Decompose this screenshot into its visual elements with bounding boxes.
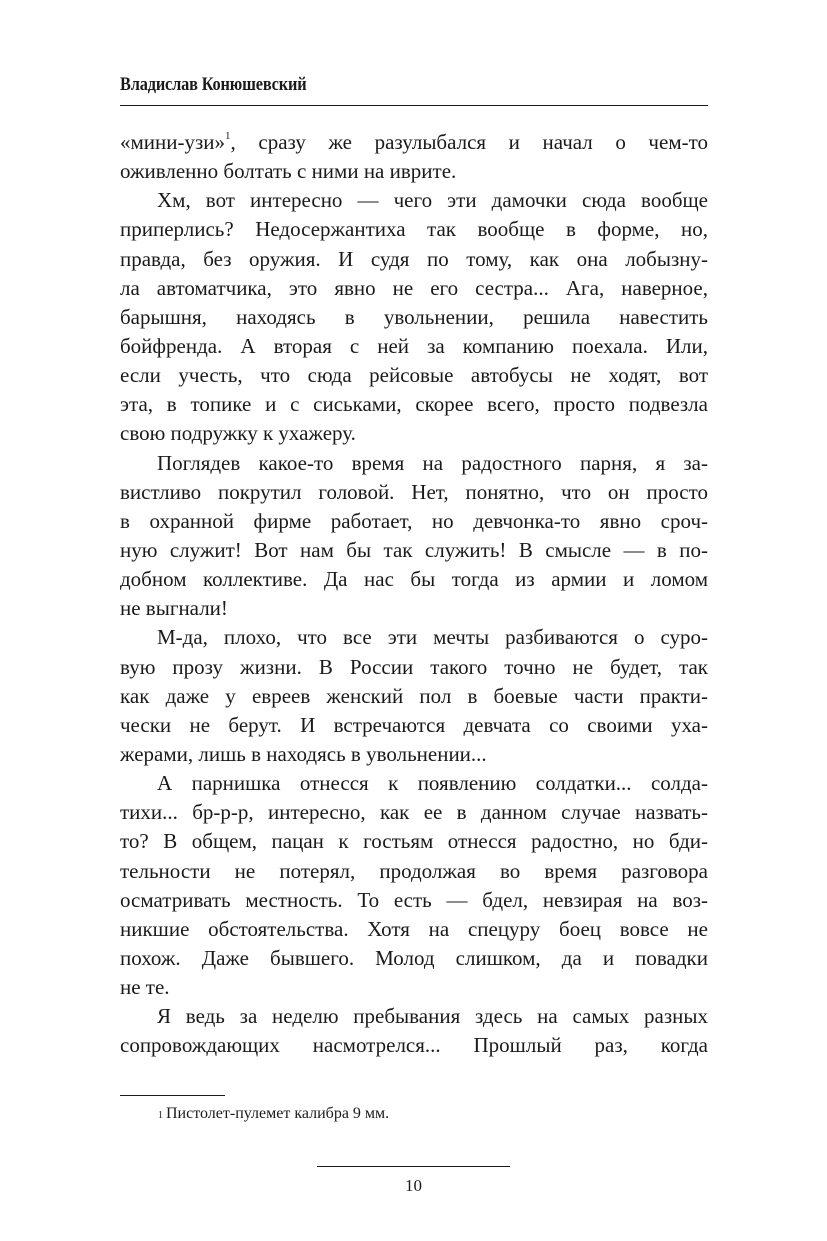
text-line: Я ведь за неделю пребывания здесь на самых разных: [157, 1004, 708, 1029]
text-line: оживленно болтать с ними на иврите.: [120, 159, 457, 184]
running-header: [120, 70, 708, 100]
footnote: [158, 1103, 389, 1125]
text-line: барышня, находясь в увольнении, решила навестить: [120, 304, 708, 329]
text-line: осматривать местность. То есть — бдел, невзирая на воз-: [120, 887, 708, 912]
text-line: добном коллективе. Да нас бы тогда из армии и ломом: [120, 567, 708, 592]
text-line: ную служит! Вот нам бы так служить! В смысле — в по-: [120, 537, 708, 562]
text-line: похож. Даже бывшего. Молод слишком, да и повадки: [120, 945, 708, 970]
text-line: не те.: [120, 975, 170, 1000]
text-line: то? В общем, пацан к гостьям отнесся радостно, но бди-: [120, 829, 708, 854]
text-line: жерами, лишь в находясь в увольнении...: [120, 741, 487, 766]
page-number-rule: [317, 1166, 510, 1167]
body-text: [120, 128, 708, 1061]
text-line: вистливо покрутил головой. Нет, понятно, что он просто: [120, 479, 708, 504]
text-line: эта, в топике и с сиськами, скорее всего, просто подвезла: [120, 392, 708, 417]
text-line: тихи... бр-р-р, интересно, как ее в данном случае назвать-: [120, 800, 708, 825]
header-rule: [120, 105, 708, 106]
text-line: вую прозу жизни. В России такого точно не будет, так: [120, 654, 708, 679]
text-line: никшие обстоятельства. Хотя на спецуру боец вовсе не: [120, 916, 708, 941]
page-number: 10: [405, 1176, 422, 1195]
text-line: М-да, плохо, что все эти мечты разбиваются о суро-: [157, 625, 708, 650]
text-line: ла автоматчика, это явно не его сестра... Ага, наверное,: [120, 275, 708, 300]
text-line: в охранной фирме работает, но девчонка-то явно сроч-: [120, 508, 708, 533]
text-line: приперлись? Недосержантиха так вообще в форме, но,: [120, 217, 708, 242]
text-line: правда, без оружия. И судя по тому, как она лобызну-: [120, 246, 708, 271]
footnote-rule: [120, 1095, 225, 1096]
text-line: бойфренда. А вторая с ней за компанию поехала. Или,: [120, 333, 708, 358]
text-line: Хм, вот интересно — чего эти дамочки сюда вообще: [157, 188, 708, 213]
text-line: чески не берут. И встречаются девчата со своими уха-: [120, 712, 708, 737]
text-line: А парнишка отнесся к появлению солдатки... солда-: [157, 771, 708, 796]
text-line: свою подружку к ухажеру.: [120, 421, 356, 446]
footnote-text: Пистолет-пулемет калибра 9 мм.: [166, 1105, 390, 1122]
text-line: сопровождающих насмотрелся... Прошлый раз, когда: [120, 1033, 708, 1058]
footnote-reference[interactable]: 1: [225, 130, 231, 142]
text-line: если учесть, что сюда рейсовые автобусы не ходят, вот: [120, 363, 708, 388]
text-line: [120, 128, 708, 157]
text-line: Поглядев какое-то время на радостного парня, я за-: [157, 450, 708, 475]
text-line: как даже у евреев женский пол в боевые части практи-: [120, 683, 708, 708]
text-segment: «мини-узи»: [120, 130, 226, 154]
footnote-marker: 1: [158, 1110, 163, 1121]
text-segment: , сразу же разулыбался и начал о чем-то: [230, 130, 708, 154]
text-line: не выгнали!: [120, 596, 228, 621]
text-line: тельности не потерял, продолжая во время разговора: [120, 858, 708, 883]
header-author: Владислав Конюшевский: [120, 74, 307, 95]
